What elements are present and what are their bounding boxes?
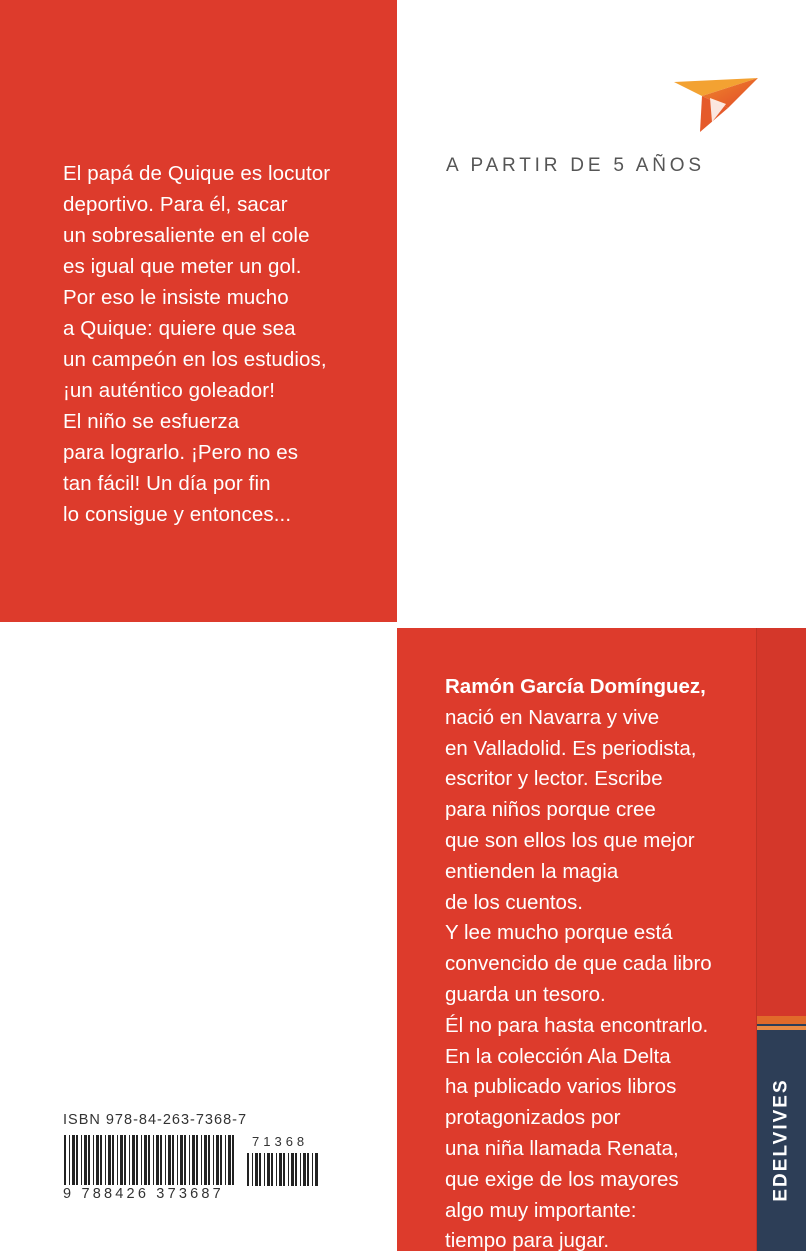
barcode-bar (120, 1135, 123, 1185)
barcode-bar (225, 1135, 226, 1185)
barcode-bar (108, 1135, 111, 1185)
blurb-line: Por eso le insiste mucho (63, 286, 289, 309)
barcode-bar (165, 1135, 166, 1185)
age-recommendation: A PARTIR DE 5 AÑOS (446, 155, 705, 176)
barcode-bar (132, 1135, 135, 1185)
barcode-icon (63, 1135, 238, 1185)
author-name: Ramón García Domínguez, (445, 675, 706, 698)
barcode-bar (96, 1135, 99, 1185)
publisher-accent (757, 1016, 806, 1024)
barcode-bar (220, 1135, 222, 1185)
bio-line: nació en Navarra y vive (445, 705, 660, 729)
barcode-bar (153, 1135, 154, 1185)
barcode-bar (117, 1135, 118, 1185)
bio-line: que exige de los mayores (445, 1167, 679, 1191)
barcode-addon-icon (246, 1153, 320, 1186)
barcode-bar (81, 1135, 82, 1185)
blurb-line: deportivo. Para él, sacar (63, 193, 288, 216)
barcode-bar (315, 1153, 318, 1186)
barcode-bar (279, 1153, 282, 1186)
barcode-bar (124, 1135, 126, 1185)
barcode-bar (201, 1135, 202, 1185)
blurb-line: lo consigue y entonces... (63, 503, 292, 526)
barcode-bar (252, 1153, 253, 1186)
barcode-bar (112, 1135, 114, 1185)
bio-line: algo muy importante: (445, 1198, 637, 1222)
blurb-line: ¡un auténtico goleador! (63, 379, 276, 402)
barcode-bar (208, 1135, 210, 1185)
bio-line: para niños porque cree (445, 798, 656, 822)
barcode-bar (259, 1153, 261, 1186)
barcode-bar (100, 1135, 102, 1185)
barcode-bar (72, 1135, 75, 1185)
barcode-bar (300, 1153, 301, 1186)
barcode-bar (76, 1135, 78, 1185)
barcode-bar (216, 1135, 219, 1185)
barcode-bar (291, 1153, 294, 1186)
barcode-bar (283, 1153, 285, 1186)
bio-line: ha publicado varios libros (445, 1075, 677, 1099)
blurb-line: El niño se esfuerza (63, 410, 240, 433)
barcode-bar (184, 1135, 186, 1185)
barcode-bar (213, 1135, 214, 1185)
barcode-bar (232, 1135, 234, 1185)
barcode-bar (136, 1135, 138, 1185)
bio-line: en Valladolid. Es periodista, (445, 736, 697, 760)
barcode-bar (88, 1135, 90, 1185)
book-blurb (63, 158, 383, 530)
barcode-bar (168, 1135, 171, 1185)
barcode-bar (303, 1153, 306, 1186)
publisher-name: EDELVIVES (770, 1078, 792, 1202)
ala-delta-logo-icon (672, 78, 760, 134)
blurb-line: un sobresaliente en el cole (63, 224, 310, 247)
blurb-line: El papá de Quique es locutor (63, 162, 331, 185)
bio-line: En la colección Ala Delta (445, 1044, 671, 1068)
barcode-bar (295, 1153, 297, 1186)
barcode-bar (192, 1135, 195, 1185)
barcode-bar (271, 1153, 273, 1186)
author-bio (445, 672, 755, 1257)
bio-line: Y lee mucho porque está (445, 921, 673, 945)
bio-line: de los cuentos. (445, 890, 583, 914)
bio-line: guarda un tesoro. (445, 982, 606, 1006)
bio-line: una niña llamada Renata, (445, 1136, 679, 1160)
barcode-bar (196, 1135, 198, 1185)
barcode-bar (148, 1135, 150, 1185)
bio-line: convencido de que cada libro (445, 952, 712, 976)
barcode-addon-digits: 71368 (252, 1134, 309, 1149)
bio-line: escritor y lector. Escribe (445, 767, 663, 791)
barcode-bar (172, 1135, 174, 1185)
barcode-bar (276, 1153, 277, 1186)
barcode-bar (64, 1135, 66, 1185)
bio-line: entienden la magia (445, 859, 619, 883)
barcode-bar (93, 1135, 94, 1185)
barcode-bar (267, 1153, 270, 1186)
barcode-bar (288, 1153, 289, 1186)
barcode-bar (69, 1135, 70, 1185)
publisher-label (757, 1040, 806, 1240)
barcode-bar (129, 1135, 130, 1185)
barcode-bar (228, 1135, 231, 1185)
barcode-bar (307, 1153, 309, 1186)
barcode-bar (189, 1135, 190, 1185)
barcode-bar (255, 1153, 258, 1186)
bio-line: tiempo para jugar. (445, 1229, 610, 1253)
barcode-bar (156, 1135, 159, 1185)
blurb-line: tan fácil! Un día por fin (63, 472, 271, 495)
bio-line: protagonizados por (445, 1106, 621, 1130)
blurb-line: es igual que meter un gol. (63, 255, 302, 278)
barcode-bar (177, 1135, 178, 1185)
bio-line: Él no para hasta encontrarlo. (445, 1013, 709, 1037)
barcode-bar (247, 1153, 249, 1186)
barcode-bar (204, 1135, 207, 1185)
barcode-bar (144, 1135, 147, 1185)
blurb-line: a Quique: quiere que sea (63, 317, 296, 340)
barcode-bar (312, 1153, 313, 1186)
blurb-line: para lograrlo. ¡Pero no es (63, 441, 299, 464)
barcode-bar (84, 1135, 87, 1185)
isbn-label: ISBN 978-84-263-7368-7 (63, 1112, 248, 1128)
blurb-line: un campeón en los estudios, (63, 348, 327, 371)
barcode-digits: 9 788426 373687 (63, 1186, 224, 1202)
barcode-bar (180, 1135, 183, 1185)
barcode-bar (264, 1153, 265, 1186)
barcode-bar (160, 1135, 162, 1185)
bio-line: que son ellos los que mejor (445, 828, 695, 852)
barcode-bar (105, 1135, 106, 1185)
barcode-bar (141, 1135, 142, 1185)
publisher-accent-secondary (757, 1026, 806, 1030)
